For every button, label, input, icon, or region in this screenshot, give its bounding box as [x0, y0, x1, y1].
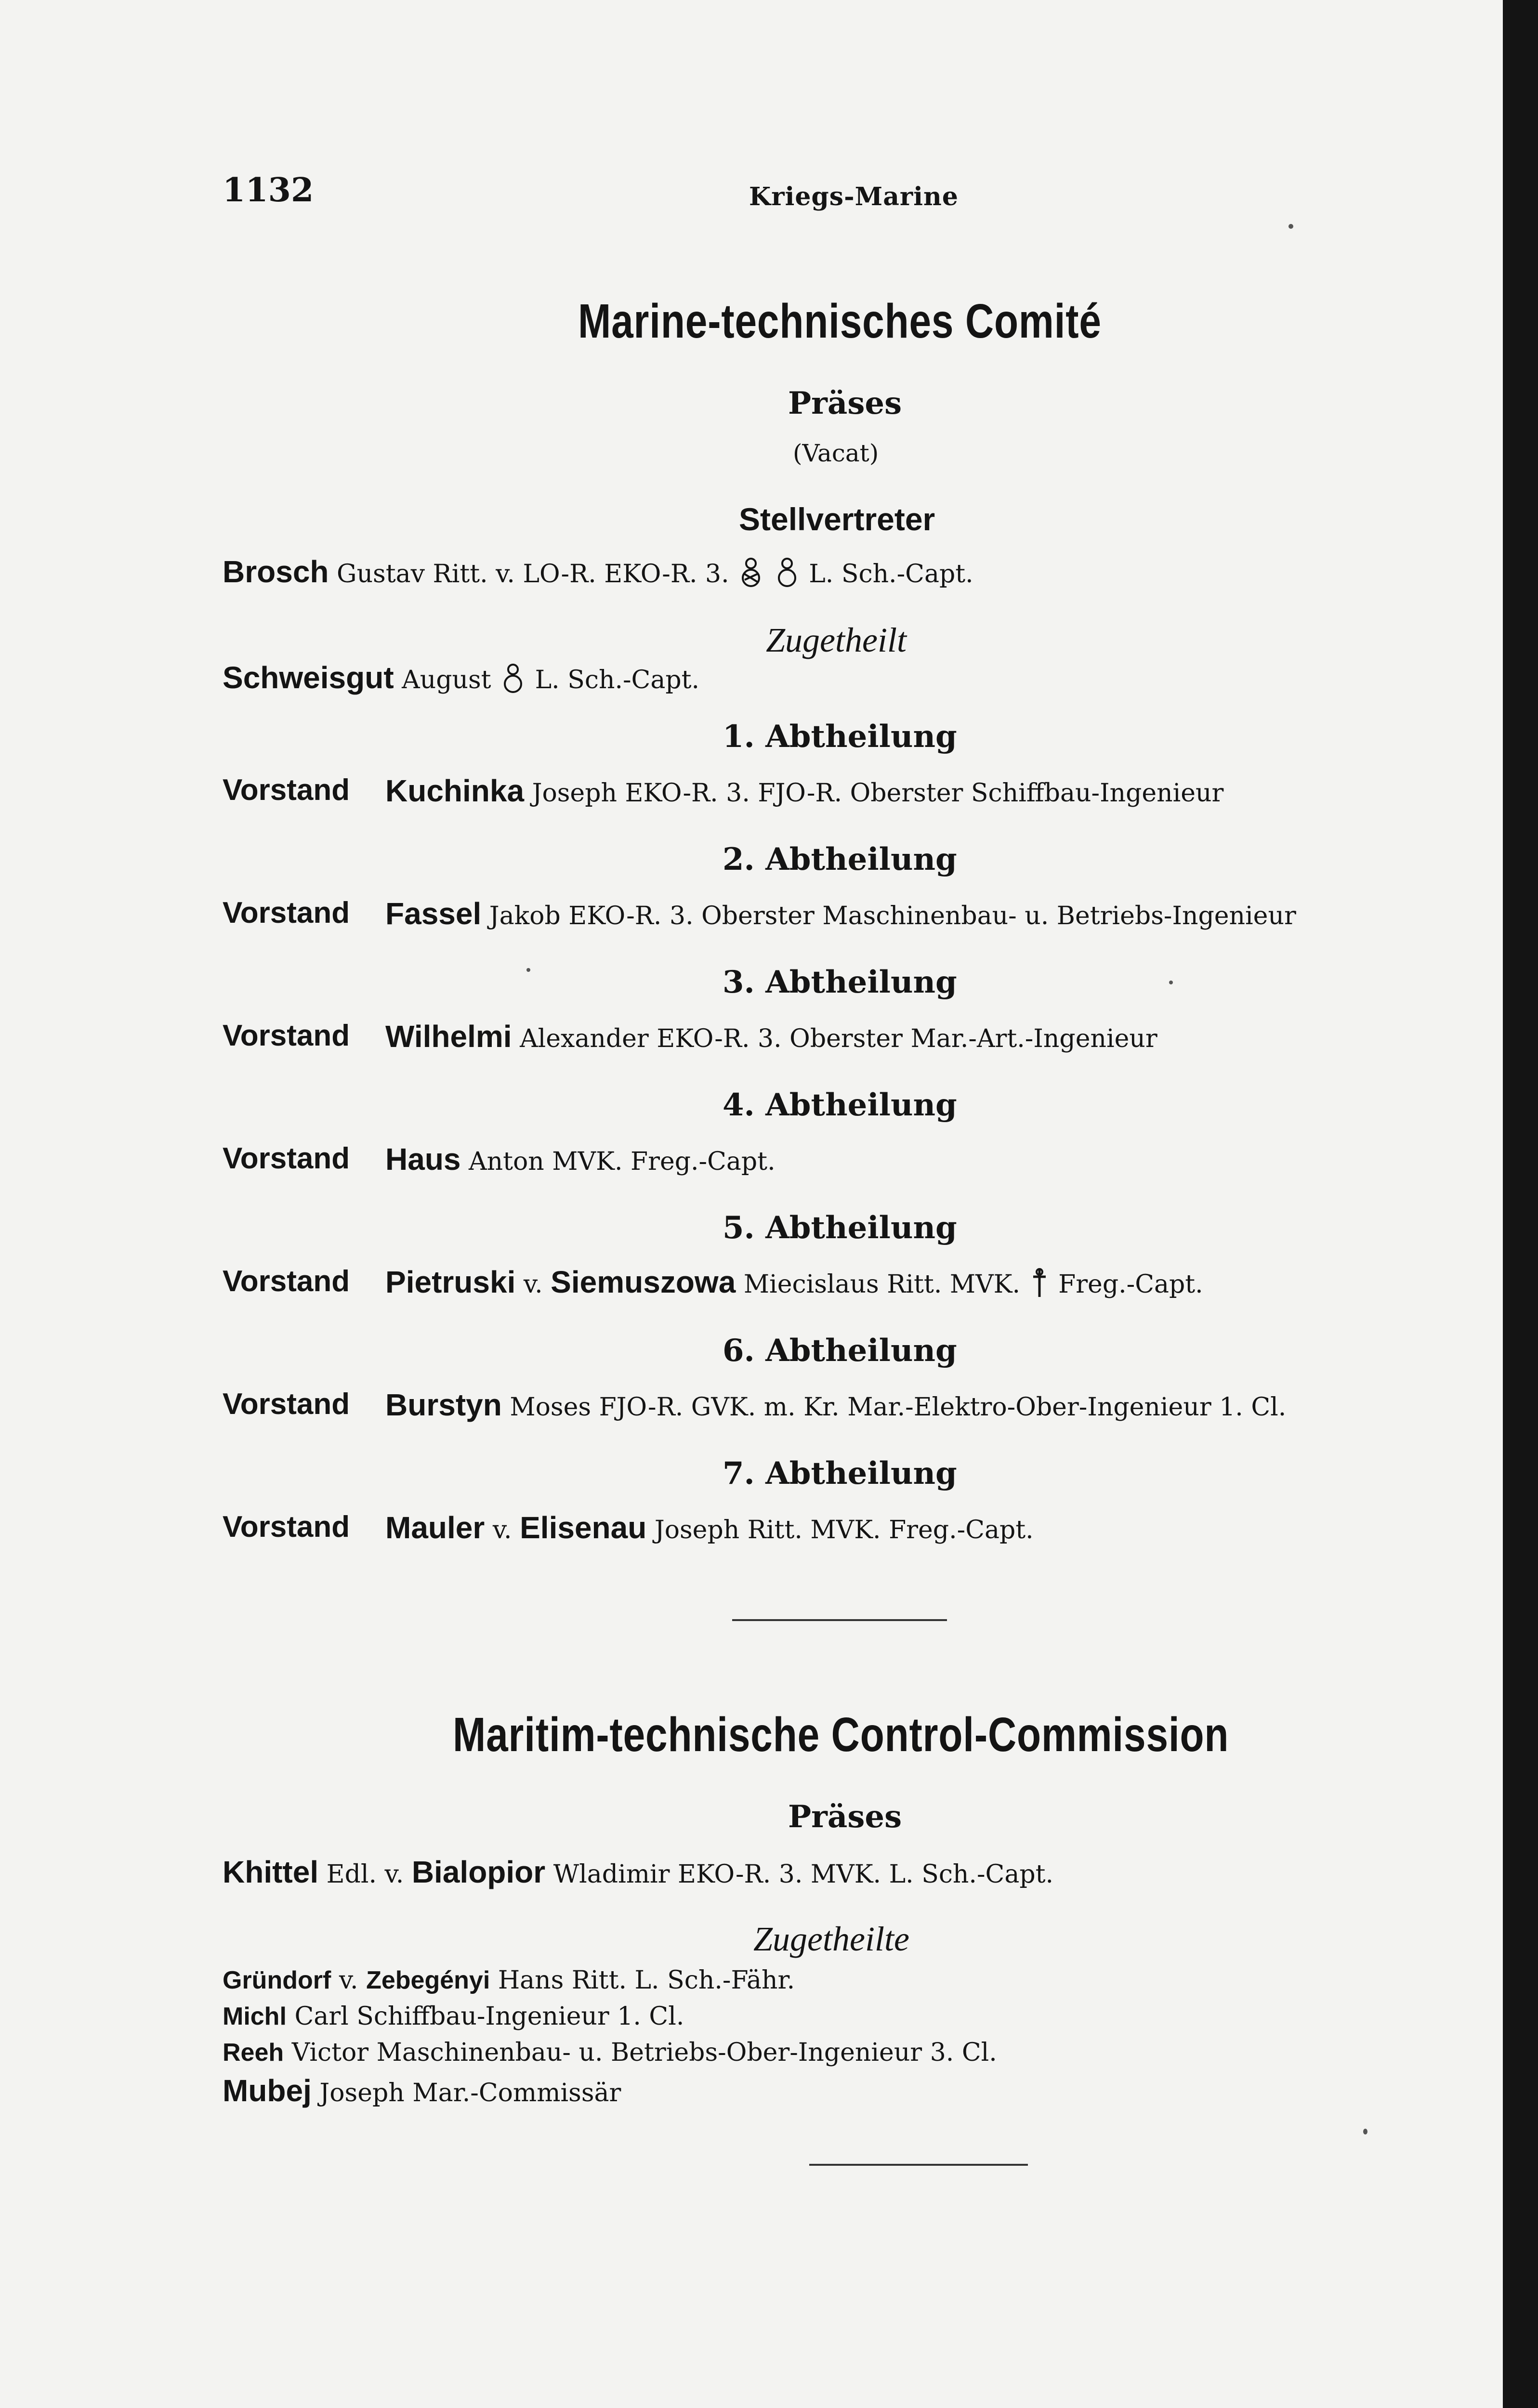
- zugetheilt-heading: Zugetheilt: [766, 621, 907, 659]
- abtheilung-4-entry: [385, 1141, 776, 1177]
- page-number: 1132: [223, 171, 314, 209]
- entry-surname: Burstyn: [385, 1387, 502, 1422]
- abtheilung-5-heading: 5. Abtheilung: [723, 1210, 957, 1246]
- abtheilung-5-entry: [385, 1264, 1203, 1305]
- praeses-heading-2: Präses: [788, 1799, 902, 1835]
- entry-surname: Wilhelmi: [385, 1019, 512, 1054]
- vorstand-label: Vorstand: [223, 1019, 350, 1052]
- zugetheilte-entry: [223, 1966, 795, 1995]
- vorstand-label: Vorstand: [223, 1142, 350, 1175]
- scan-speck: [1169, 981, 1173, 984]
- vorstand-label: Vorstand: [223, 773, 350, 807]
- entry-surname: Schweisgut: [223, 660, 394, 695]
- cross-decoration-icon: [1031, 1267, 1048, 1305]
- running-head: Kriegs-Marine: [749, 182, 959, 211]
- scan-edge: [1503, 0, 1538, 2408]
- abtheilung-4-heading: 4. Abtheilung: [723, 1087, 957, 1123]
- abtheilung-7-entry: [385, 1510, 1034, 1545]
- entry-details: August: [402, 666, 491, 694]
- vorstand-label: Vorstand: [223, 1387, 350, 1421]
- entry-details: Carl Schiffbau-Ingenieur 1. Cl.: [294, 2002, 684, 2031]
- entry-particle: v.: [523, 1270, 543, 1299]
- entry-details: Moses FJO-R. GVK. m. Kr. Mar.-Elektro-Ober-Ingenieur 1. Cl.: [510, 1393, 1287, 1422]
- zugetheilte-entry: [223, 2038, 997, 2067]
- entry-rank: Freg.-Capt.: [1058, 1270, 1203, 1299]
- entry-details: Hans Ritt. L. Sch.-Fähr.: [498, 1966, 795, 1995]
- entry-surname: Haus: [385, 1142, 461, 1177]
- abtheilung-3-heading: 3. Abtheilung: [723, 964, 957, 1000]
- entry-surname: Gründorf: [223, 1966, 331, 1994]
- entry-rank: L. Sch.-Capt.: [809, 560, 973, 589]
- entry-details: Anton MVK. Freg.-Capt.: [469, 1147, 776, 1176]
- abtheilung-3-entry: [385, 1019, 1157, 1054]
- zugetheilte-entry: [223, 2002, 684, 2031]
- order-decoration-icon: [740, 557, 762, 595]
- entry-surname: Mubej: [223, 2073, 312, 2108]
- entry-surname: Reeh: [223, 2039, 284, 2067]
- entry-surname: Michl: [223, 2002, 287, 2030]
- scan-speck: [1288, 224, 1293, 229]
- entry-surname: Brosch: [223, 554, 329, 589]
- entry-details: Joseph EKO-R. 3. FJO-R. Oberster Schiffbau-Ingenieur: [532, 779, 1224, 808]
- order-decoration-icon: [502, 663, 524, 701]
- vorstand-label: Vorstand: [223, 1265, 350, 1298]
- abtheilung-2-entry: [385, 896, 1296, 931]
- abtheilung-1-heading: 1. Abtheilung: [723, 719, 957, 755]
- praeses-heading: Präses: [788, 385, 902, 421]
- entry-details: Miecislaus Ritt. MVK.: [743, 1270, 1021, 1299]
- entry-details: Jakob EKO-R. 3. Oberster Maschinenbau- u. Betriebs-Ingenieur: [489, 902, 1296, 930]
- abtheilung-1-entry: [385, 773, 1223, 809]
- abtheilung-6-entry: [385, 1387, 1286, 1423]
- entry-particle: v.: [492, 1516, 512, 1544]
- entry-rank: L. Sch.-Capt.: [535, 666, 700, 694]
- scan-speck: [1363, 2129, 1367, 2134]
- entry-particle: v.: [339, 1966, 358, 1995]
- entry-details: Joseph Ritt. MVK. Freg.-Capt.: [654, 1516, 1034, 1544]
- entry-details: Gustav Ritt. v. LO-R. EKO-R. 3.: [337, 560, 729, 589]
- vorstand-label: Vorstand: [223, 896, 350, 929]
- section-divider: [732, 1619, 947, 1621]
- abtheilung-7-heading: 7. Abtheilung: [723, 1455, 957, 1492]
- order-decoration-icon: [776, 557, 798, 595]
- praeses-vacat: (Vacat): [793, 439, 879, 467]
- entry-details: Alexander EKO-R. 3. Oberster Mar.-Art.-Ingenieur: [520, 1024, 1157, 1053]
- entry-surname-2: Siemuszowa: [551, 1265, 736, 1299]
- abtheilung-2-heading: 2. Abtheilung: [723, 841, 957, 877]
- entry-details: Victor Maschinenbau- u. Betriebs-Ober-Ingenieur 3. Cl.: [291, 2038, 997, 2067]
- entry-surname: Fassel: [385, 896, 482, 931]
- entry-surname-2: Zebegényi: [366, 1966, 490, 1994]
- entry-surname: Mauler: [385, 1510, 485, 1545]
- stellvertreter-entry: [223, 554, 973, 595]
- closing-divider: [809, 2164, 1028, 2166]
- entry-details: Wladimir EKO-R. 3. MVK. L. Sch.-Capt.: [553, 1860, 1054, 1889]
- zugetheilte-heading: Zugetheilte: [753, 1920, 909, 1958]
- abtheilung-6-heading: 6. Abtheilung: [723, 1333, 957, 1369]
- entry-surname: Khittel: [223, 1855, 319, 1889]
- entry-surname: Pietruski: [385, 1265, 516, 1299]
- entry-surname-2: Elisenau: [520, 1510, 647, 1545]
- scan-speck: [526, 968, 530, 972]
- section-title-marine-technisches-comite: Marine-technisches Comité: [578, 294, 1102, 348]
- entry-particle: Edl. v.: [326, 1860, 404, 1889]
- praeses-entry-2: [223, 1854, 1053, 1890]
- entry-surname-2: Bialopior: [411, 1855, 546, 1889]
- entry-surname: Kuchinka: [385, 773, 525, 808]
- stellvertreter-heading: Stellvertreter: [739, 501, 935, 537]
- vorstand-label: Vorstand: [223, 1510, 350, 1544]
- entry-details: Joseph Mar.-Commissär: [319, 2079, 621, 2107]
- zugetheilte-entry: [223, 2073, 621, 2108]
- section-title-control-commission: Maritim-technische Control-Commission: [453, 1708, 1229, 1762]
- zugetheilt-entry: [223, 660, 699, 701]
